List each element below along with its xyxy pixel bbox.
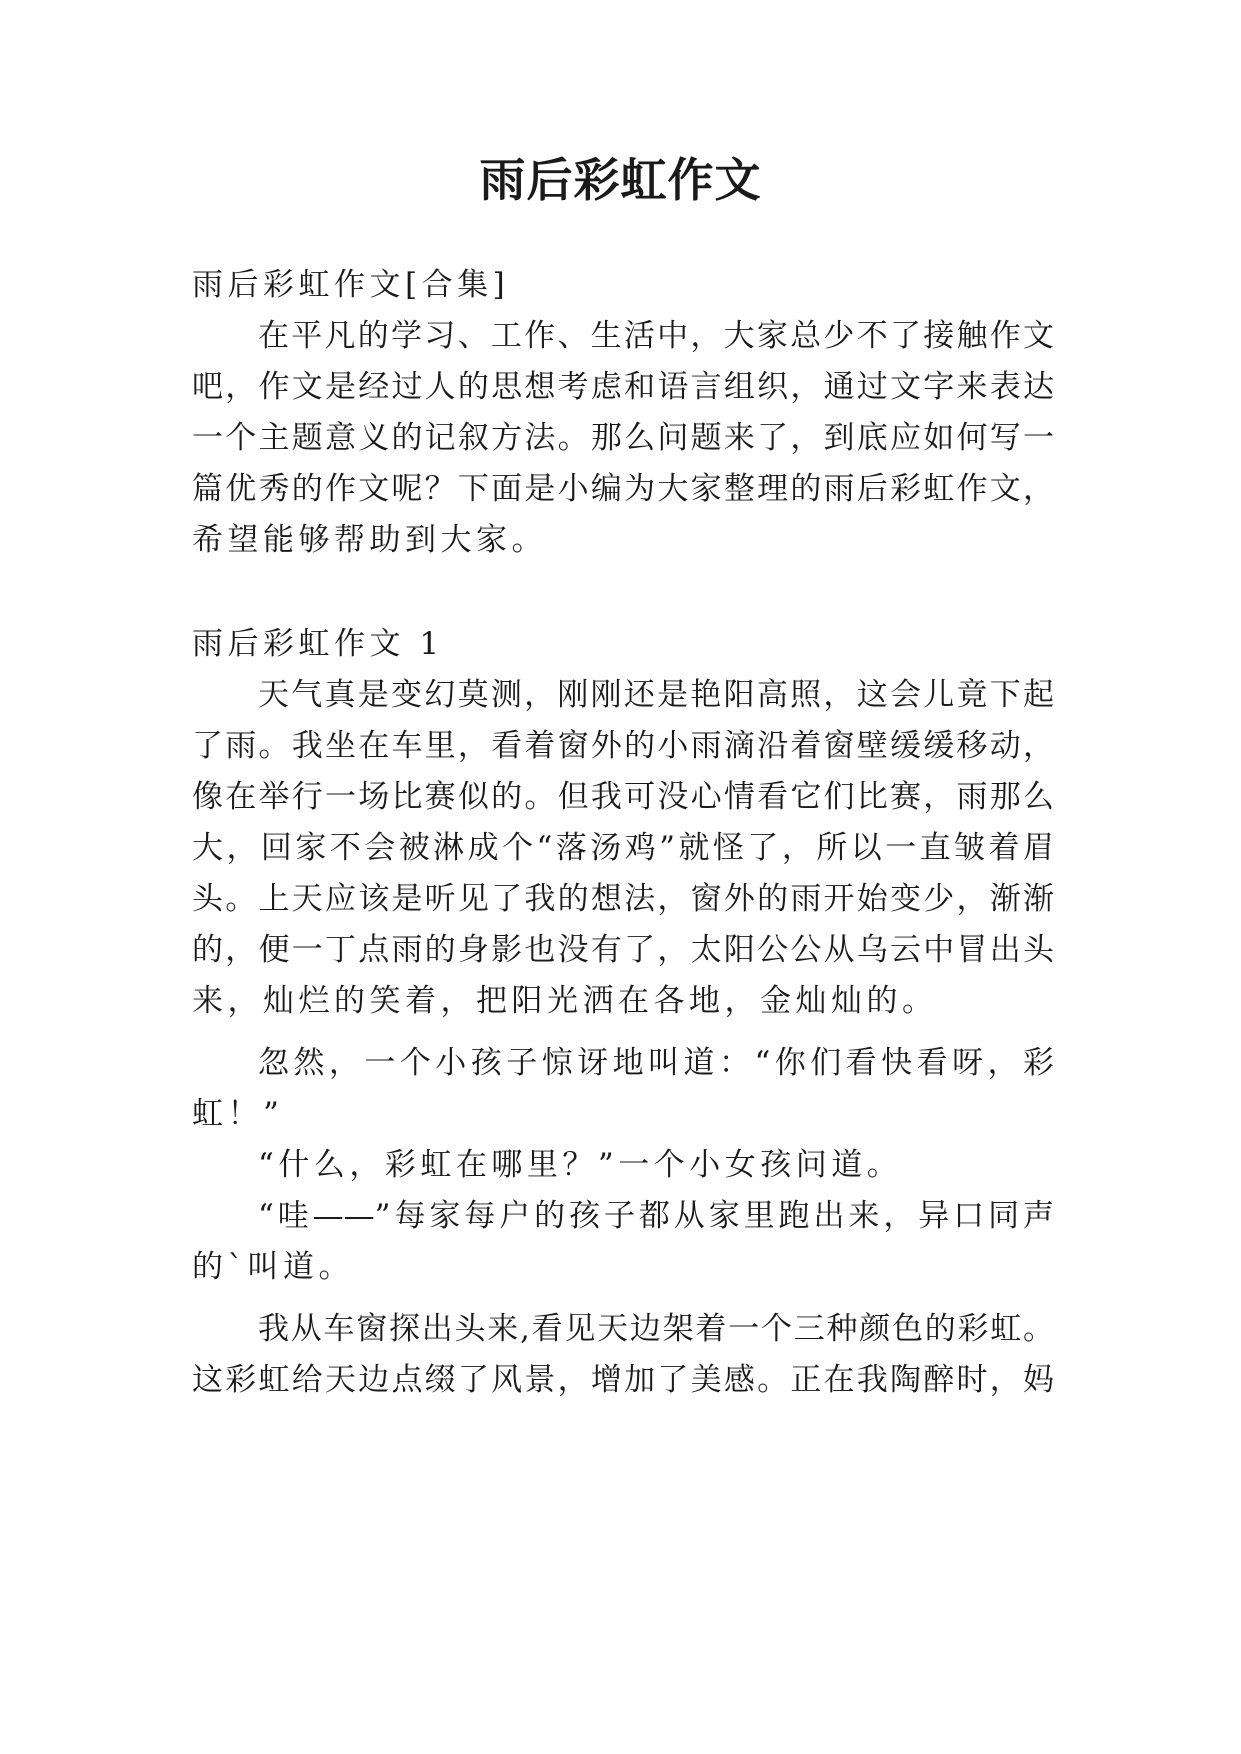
- intro-line: 希望能够帮助到大家。: [192, 522, 547, 558]
- essay-line: “哇——”每家每户的孩子都从家里跑出来，异口同声: [258, 1198, 1054, 1234]
- essay-line: 来，灿烂的笑着，把阳光洒在各地，金灿灿的。: [192, 983, 938, 1019]
- essay-line: 天气真是变幻莫测，刚刚还是艳阳高照，这会儿竟下起: [258, 677, 1054, 713]
- intro-heading: 雨后彩虹作文[合集]: [192, 267, 510, 303]
- essay-line: 忽然，一个小孩子惊讶地叫道：“你们看快看呀，彩: [258, 1045, 1054, 1081]
- essay-line: 大，回家不会被淋成个“落汤鸡”就怪了，所以一直皱着眉: [192, 830, 1054, 866]
- essay-line: 像在举行一场比赛似的。但我可没心情看它们比赛，雨那么: [192, 779, 1054, 815]
- essay-line: 的`叫道。: [192, 1249, 354, 1285]
- essay-line: 虹！”: [192, 1096, 284, 1132]
- document-title: 雨后彩虹作文: [479, 153, 762, 207]
- essay-line: 了雨。我坐在车里，看着窗外的小雨滴沿着窗壁缓缓移动，: [192, 728, 1054, 764]
- essay-line: 的，便一丁点雨的身影也没有了，太阳公公从乌云中冒出头: [192, 932, 1054, 968]
- essay-line: “什么，彩虹在哪里？”一个小女孩问道。: [258, 1147, 903, 1183]
- essay-line: 这彩虹给天边点缀了风景，增加了美感。正在我陶醉时，妈: [192, 1362, 1054, 1398]
- intro-line: 一个主题意义的记叙方法。那么问题来了，到底应如何写一: [192, 420, 1054, 456]
- intro-line: 篇优秀的作文呢？下面是小编为大家整理的雨后彩虹作文，: [192, 471, 1054, 507]
- intro-line: 在平凡的学习、工作、生活中，大家总少不了接触作文: [258, 318, 1054, 354]
- intro-line: 吧，作文是经过人的思想考虑和语言组织，通过文字来表达: [192, 369, 1054, 405]
- essay-heading: 雨后彩虹作文 1: [192, 626, 444, 662]
- essay-line: 头。上天应该是听见了我的想法，窗外的雨开始变少，渐渐: [192, 881, 1054, 917]
- essay-line: 我从车窗探出头来,看见天边架着一个三种颜色的彩虹。: [258, 1311, 1054, 1347]
